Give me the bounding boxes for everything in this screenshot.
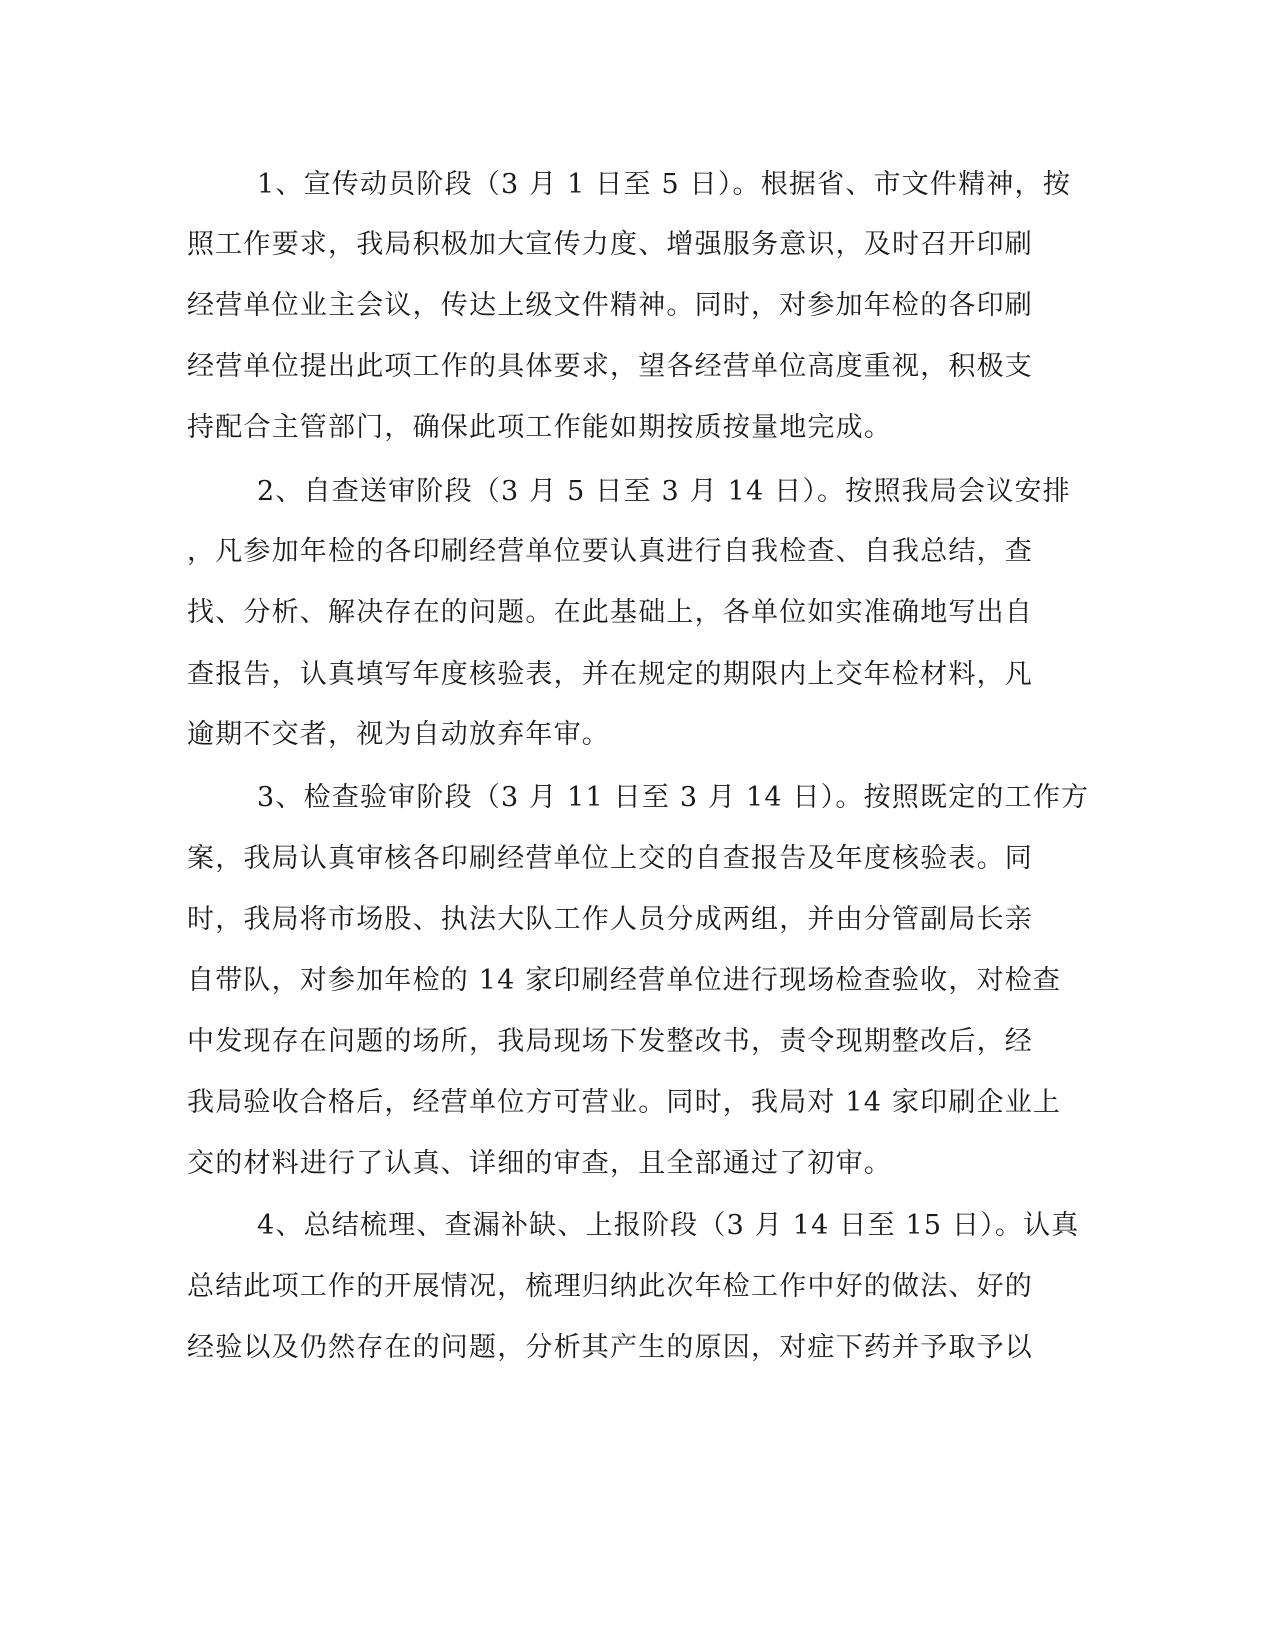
paragraph-4-line-3: 经验以及仍然存在的问题，分析其产生的原因，对症下药并予取予以 (187, 1332, 1033, 1363)
paragraph-3-line-6: 我局验收合格后，经营单位方可营业。同时，我局对 14 家印刷企业上 (187, 1087, 1062, 1118)
paragraph-1-line-3: 经营单位业主会议，传达上级文件精神。同时，对参加年检的各印刷 (187, 290, 1033, 321)
paragraph-1-line-4: 经营单位提出此项工作的具体要求，望各经营单位高度重视，积极支 (187, 351, 1033, 382)
paragraph-2-line-4: 查报告，认真填写年度核验表，并在规定的期限内上交年检材料，凡 (187, 659, 1033, 690)
paragraph-2-line-1: 2、自查送审阶段（3 月 5 日至 3 月 14 日）。按照我局会议安排 (257, 476, 1071, 507)
paragraph-3-line-7: 交的材料进行了认真、详细的审查，且全部通过了初审。 (187, 1148, 892, 1179)
paragraph-3-line-4: 自带队，对参加年检的 14 家印刷经营单位进行现场检查验收，对检查 (187, 965, 1062, 996)
paragraph-2-line-3: 找、分析、解决存在的问题。在此基础上，各单位如实准确地写出自 (187, 597, 1033, 628)
paragraph-4-line-2: 总结此项工作的开展情况，梳理归纳此次年检工作中好的做法、好的 (187, 1271, 1033, 1302)
paragraph-2-line-2: ，凡参加年检的各印刷经营单位要认真进行自我检查、自我总结，查 (187, 536, 1033, 567)
paragraph-3-line-5: 中发现存在问题的场所，我局现场下发整改书，责令现期整改后，经 (187, 1026, 1033, 1057)
paragraph-3-line-2: 案，我局认真审核各印刷经营单位上交的自查报告及年度核验表。同 (187, 843, 1033, 874)
paragraph-1-line-5: 持配合主管部门，确保此项工作能如期按质按量地完成。 (187, 412, 892, 443)
paragraph-4-line-1: 4、总结梳理、查漏补缺、上报阶段（3 月 14 日至 15 日）。认真 (257, 1210, 1080, 1241)
paragraph-1-line-1: 1、宣传动员阶段（3 月 1 日至 5 日）。根据省、市文件精神，按 (257, 169, 1071, 200)
paragraph-3-line-1: 3、检查验审阶段（3 月 11 日至 3 月 14 日）。按照既定的工作方 (257, 782, 1090, 813)
paragraph-3-line-3: 时，我局将市场股、执法大队工作人员分成两组，并由分管副局长亲 (187, 904, 1033, 935)
paragraph-2-line-5: 逾期不交者，视为自动放弃年审。 (187, 719, 610, 750)
paragraph-1-line-2: 照工作要求，我局积极加大宣传力度、增强服务意识，及时召开印刷 (187, 229, 1033, 260)
